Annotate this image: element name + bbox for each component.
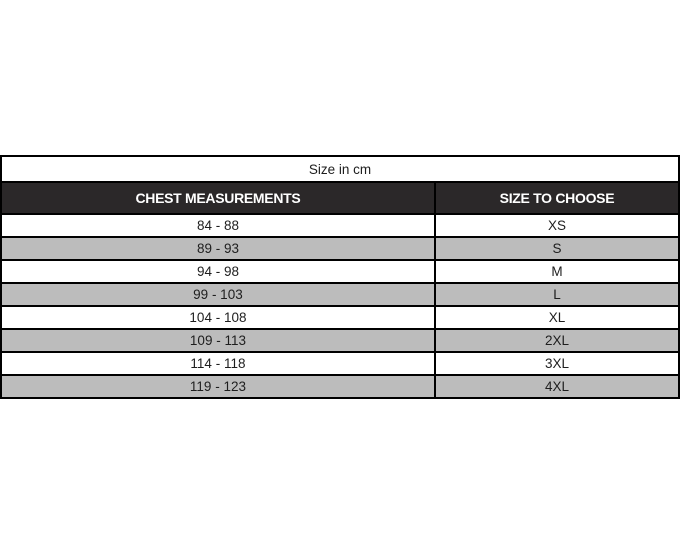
column-header-chest-measurements: CHEST MEASUREMENTS <box>1 182 435 214</box>
chest-measurement-cell: 89 - 93 <box>1 237 435 260</box>
table-row <box>1 306 679 329</box>
size-cell: 3XL <box>435 352 679 375</box>
chest-measurement-cell: 84 - 88 <box>1 214 435 237</box>
caption-row <box>1 156 679 182</box>
size-cell: S <box>435 237 679 260</box>
chest-measurement-cell: 114 - 118 <box>1 352 435 375</box>
table-row <box>1 283 679 306</box>
table-row <box>1 260 679 283</box>
table-row <box>1 375 679 398</box>
table-caption: Size in cm <box>1 156 679 182</box>
column-header-size-to-choose: SIZE TO CHOOSE <box>435 182 679 214</box>
table-row <box>1 352 679 375</box>
size-cell: M <box>435 260 679 283</box>
chest-measurement-cell: 109 - 113 <box>1 329 435 352</box>
size-cell: XL <box>435 306 679 329</box>
size-cell: L <box>435 283 679 306</box>
chest-measurement-cell: 94 - 98 <box>1 260 435 283</box>
chest-measurement-cell: 119 - 123 <box>1 375 435 398</box>
size-cell: 2XL <box>435 329 679 352</box>
table-row <box>1 214 679 237</box>
size-cell: XS <box>435 214 679 237</box>
header-row <box>1 182 679 214</box>
size-chart-table <box>0 155 680 399</box>
chest-measurement-cell: 99 - 103 <box>1 283 435 306</box>
chest-measurement-cell: 104 - 108 <box>1 306 435 329</box>
table-row <box>1 329 679 352</box>
size-cell: 4XL <box>435 375 679 398</box>
table-row <box>1 237 679 260</box>
